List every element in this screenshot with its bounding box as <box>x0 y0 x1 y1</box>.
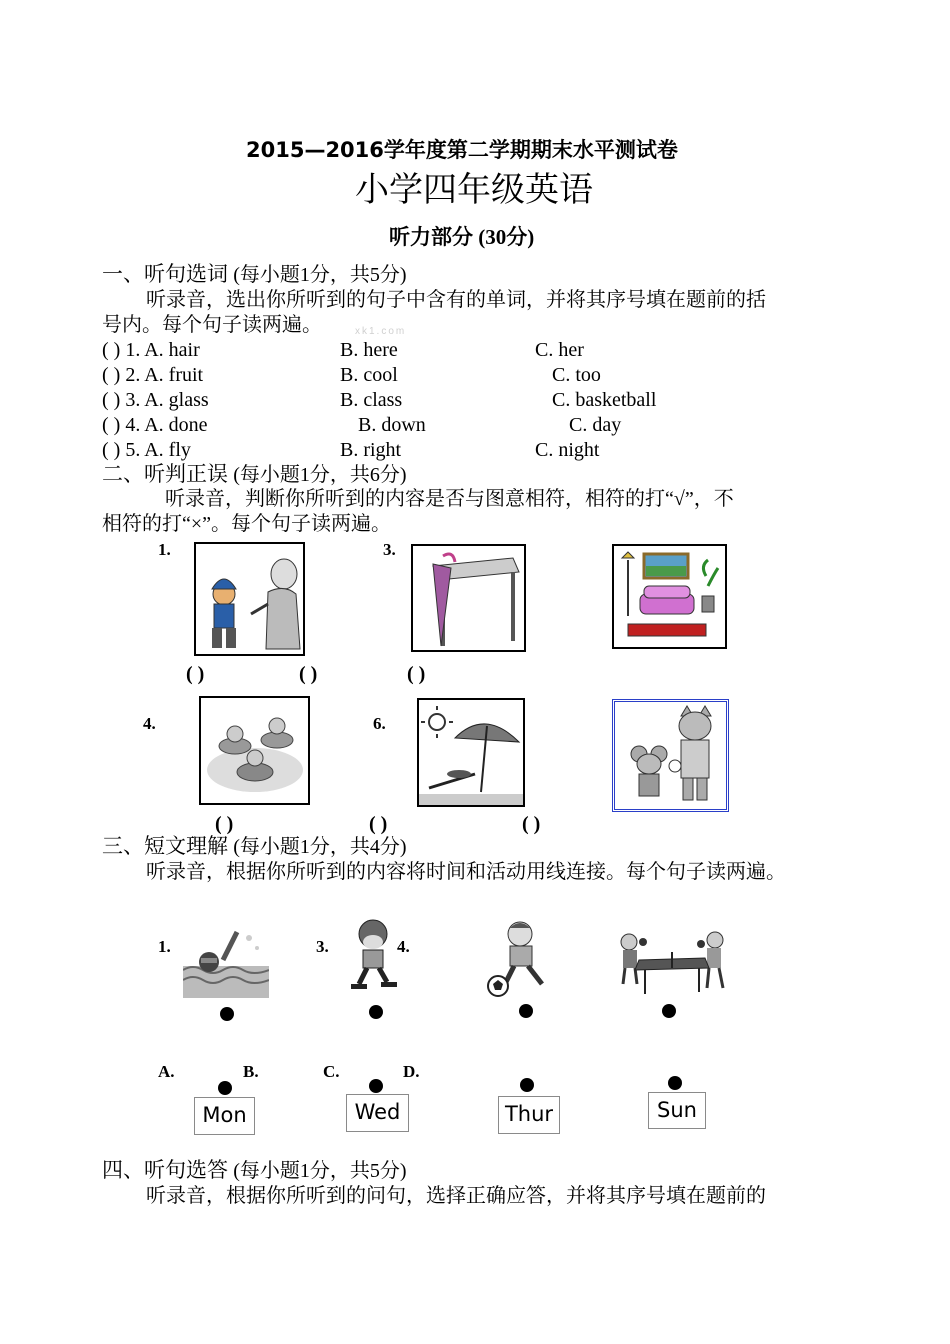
q5-option-b: B. right <box>340 439 402 461</box>
exam-subject-title: 小学四年级英语 <box>355 170 593 210</box>
section4-instruction: 听录音，根据你所听到的问句，选择正确应答，并将其序号填在题前的 <box>146 1185 766 1207</box>
section1-title: 一、听句选词 <box>102 262 228 286</box>
q3-option-c: C. basketball <box>552 389 657 411</box>
q4-question: ( ) 4. A. done <box>102 414 208 436</box>
q1-option-b: B. here <box>340 339 398 361</box>
connect-dot-activity-1[interactable] <box>220 1007 234 1021</box>
q2-question: ( ) 2. A. fruit <box>102 364 204 386</box>
day-box-sun: Sun <box>648 1092 706 1129</box>
answer-blank-6[interactable]: ( ) <box>522 813 541 835</box>
connect-dot-day-2[interactable] <box>369 1079 383 1093</box>
picture-skating <box>345 916 400 994</box>
section3-title: 三、短文理解 <box>102 834 228 858</box>
section1-instruction-line2: 号内。每个句子读两遍。 <box>102 314 322 336</box>
section3-score: (每小题1分，共4分) <box>233 836 407 858</box>
connect-dot-activity-3[interactable] <box>519 1004 533 1018</box>
section1-instruction-line1: 听录音，选出你所听到的句子中含有的单词，并将其序号填在题前的括 <box>146 289 766 311</box>
section2-instruction-line2: 相符的打“×”。每个句子读两遍。 <box>102 513 392 535</box>
picture-mouse-cat <box>612 699 729 812</box>
section2-heading <box>102 462 407 487</box>
day-label-a: A. <box>158 1062 175 1081</box>
q1-question: ( ) 1. A. hair <box>102 339 200 361</box>
q3-option-b: B. class <box>340 389 403 411</box>
answer-blank-3[interactable]: ( ) <box>407 663 426 685</box>
q5-option-c: C. night <box>535 439 600 461</box>
section4-score: (每小题1分，共5分) <box>233 1160 407 1182</box>
picture-beach-sun <box>417 698 525 807</box>
section1-heading <box>102 262 407 287</box>
section4-title: 四、听句选答 <box>102 1158 228 1182</box>
answer-blank-4[interactable]: ( ) <box>215 813 234 835</box>
activity-label-4: 4. <box>397 937 410 956</box>
picture-swimming <box>183 922 269 998</box>
q2-option-b: B. cool <box>340 364 398 386</box>
section3-heading <box>102 834 407 859</box>
connect-dot-activity-2[interactable] <box>369 1005 383 1019</box>
q1-option-c: C. her <box>535 339 584 361</box>
section1-score: (每小题1分，共5分) <box>233 264 407 286</box>
day-label-d: D. <box>403 1062 420 1081</box>
day-box-mon: Mon <box>194 1097 255 1135</box>
q3-question: ( ) 3. A. glass <box>102 389 209 411</box>
activity-label-1: 1. <box>158 937 171 956</box>
answer-blank-5[interactable]: ( ) <box>369 813 388 835</box>
section2-instruction-line1: 听录音，判断你所听到的内容是否与图意相符，相符的打“√”，不 <box>165 488 734 510</box>
picture-table-tennis <box>615 928 729 998</box>
connect-dot-day-1[interactable] <box>218 1081 232 1095</box>
picture-table-umbrella <box>411 544 526 652</box>
day-box-thur: Thur <box>498 1096 560 1134</box>
picture-label-1: 1. <box>158 540 171 559</box>
watermark-text: xk1.com <box>355 326 407 337</box>
section2-title: 二、听判正误 <box>102 462 228 486</box>
connect-dot-day-3[interactable] <box>520 1078 534 1092</box>
answer-blank-1[interactable]: ( ) <box>186 663 205 685</box>
activity-label-3: 3. <box>316 937 329 956</box>
connect-dot-day-4[interactable] <box>668 1076 682 1090</box>
picture-label-3: 3. <box>383 540 396 559</box>
exam-year-title: 2015—2016学年度第二学期期末水平测试卷 <box>246 138 678 162</box>
q4-option-b: B. down <box>358 414 426 436</box>
q5-question: ( ) 5. A. fly <box>102 439 191 461</box>
connect-dot-activity-4[interactable] <box>662 1004 676 1018</box>
section3-instruction: 听录音，根据你所听到的内容将时间和活动用线连接。每个句子读两遍。 <box>146 861 786 883</box>
picture-label-6: 6. <box>373 714 386 733</box>
picture-cold-boy <box>194 542 305 656</box>
listening-part-title: 听力部分 (30分) <box>389 225 535 249</box>
q2-option-c: C. too <box>552 364 601 386</box>
q4-option-c: C. day <box>569 414 622 436</box>
section4-heading <box>102 1158 407 1183</box>
picture-living-room <box>612 544 727 649</box>
picture-football <box>486 918 550 998</box>
day-label-b: B. <box>243 1062 259 1081</box>
day-label-c: C. <box>323 1062 340 1081</box>
section2-score: (每小题1分，共6分) <box>233 464 407 486</box>
picture-swimming-rings <box>199 696 310 805</box>
day-box-wed: Wed <box>346 1094 409 1132</box>
answer-blank-2[interactable]: ( ) <box>299 663 318 685</box>
picture-label-4: 4. <box>143 714 156 733</box>
